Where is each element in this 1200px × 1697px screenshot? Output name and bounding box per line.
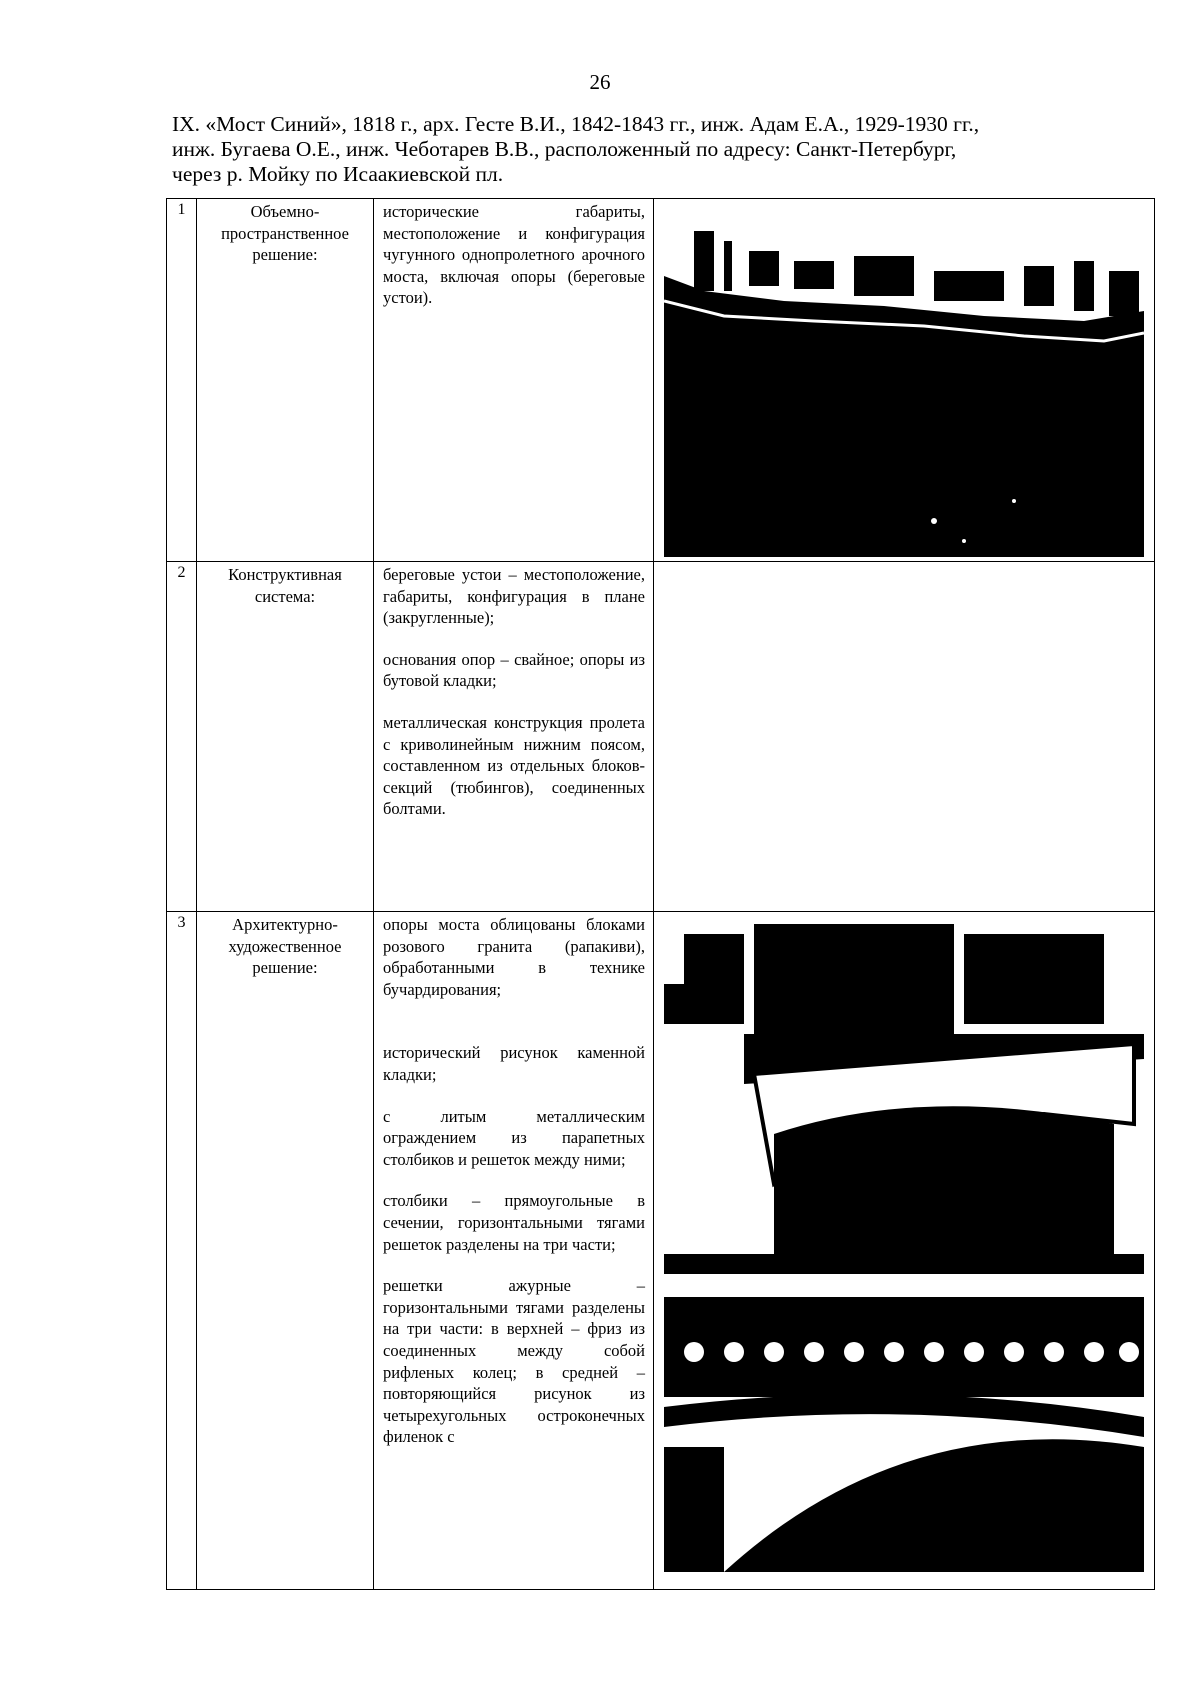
description-paragraph: береговые устои – местоположение, габариты, конфигурация в плане (закругленные);: [383, 565, 645, 628]
table-row: [167, 199, 1155, 562]
row-description: [374, 199, 654, 562]
bridge-photo-2: [664, 924, 1144, 1274]
row-category: Архитектурно-художественное решение:: [197, 912, 374, 1590]
description-paragraph: основания опор – свайное; опоры из бутовой кладки;: [383, 649, 645, 691]
bridge-photo-3: [664, 1297, 1144, 1572]
heading-line-1: IX. «Мост Синий», 1818 г., арх. Гесте В.И., 1842-1843 гг., инж. Адам Е.А., 1929-1930 гг.,: [172, 112, 980, 136]
table-row: [167, 562, 1155, 912]
description-paragraph: исторические габариты, местоположение и конфигурация чугунного однопролетного арочного моста, включая опоры (береговые устои).: [383, 202, 645, 308]
protection-subject-table: [166, 198, 1155, 1590]
photo-cell: [654, 199, 1155, 562]
bridge-photo-1: [664, 221, 1144, 557]
description-paragraph: исторический рисунок каменной кладки;: [383, 1043, 645, 1084]
row-number: 3: [167, 912, 197, 1590]
photo-cell: [654, 912, 1155, 1590]
row-number: 1: [167, 199, 197, 562]
description-paragraph: столбики – прямоугольные в сечении, горизонтальными тягами решеток разделены на три части;: [383, 1191, 645, 1254]
photo-cell-empty: [654, 562, 1155, 912]
description-paragraph: с литым металлическим ограждением из парапетных столбиков и решеток между ними;: [383, 1106, 645, 1169]
heading-line-2: инж. Бугаева О.Е., инж. Чеботарев В.В., расположенный по адресу: Санкт-Петербург,: [172, 137, 957, 161]
row-number: 2: [167, 562, 197, 912]
description-paragraph: решетки ажурные – горизонтальными тягами разделены на три части: в верхней – фриз из соединенных между собой рифленых колец; в средней – повторяющийся рисунок из четырехугольных остроконечных филенок с: [383, 1276, 645, 1447]
heading-line-3: через р. Мойку по Исаакиевской пл.: [172, 162, 504, 186]
row-category: Объемно-пространственное решение:: [197, 199, 374, 562]
section-heading: [172, 112, 1102, 187]
table-row: [167, 912, 1155, 1590]
page-number: 26: [589, 70, 611, 94]
description-paragraph: опоры моста облицованы блоками розового гранита (рапакиви), обработанными в технике бучардирования;: [383, 915, 645, 999]
row-description: [374, 562, 654, 912]
row-description: [374, 912, 654, 1590]
description-paragraph: металлическая конструкция пролета с криволинейным нижним поясом, составленном из отдельных блоков-секций (тюбингов), соединенных болтами.: [383, 712, 645, 819]
row-category: Конструктивная система:: [197, 562, 374, 912]
